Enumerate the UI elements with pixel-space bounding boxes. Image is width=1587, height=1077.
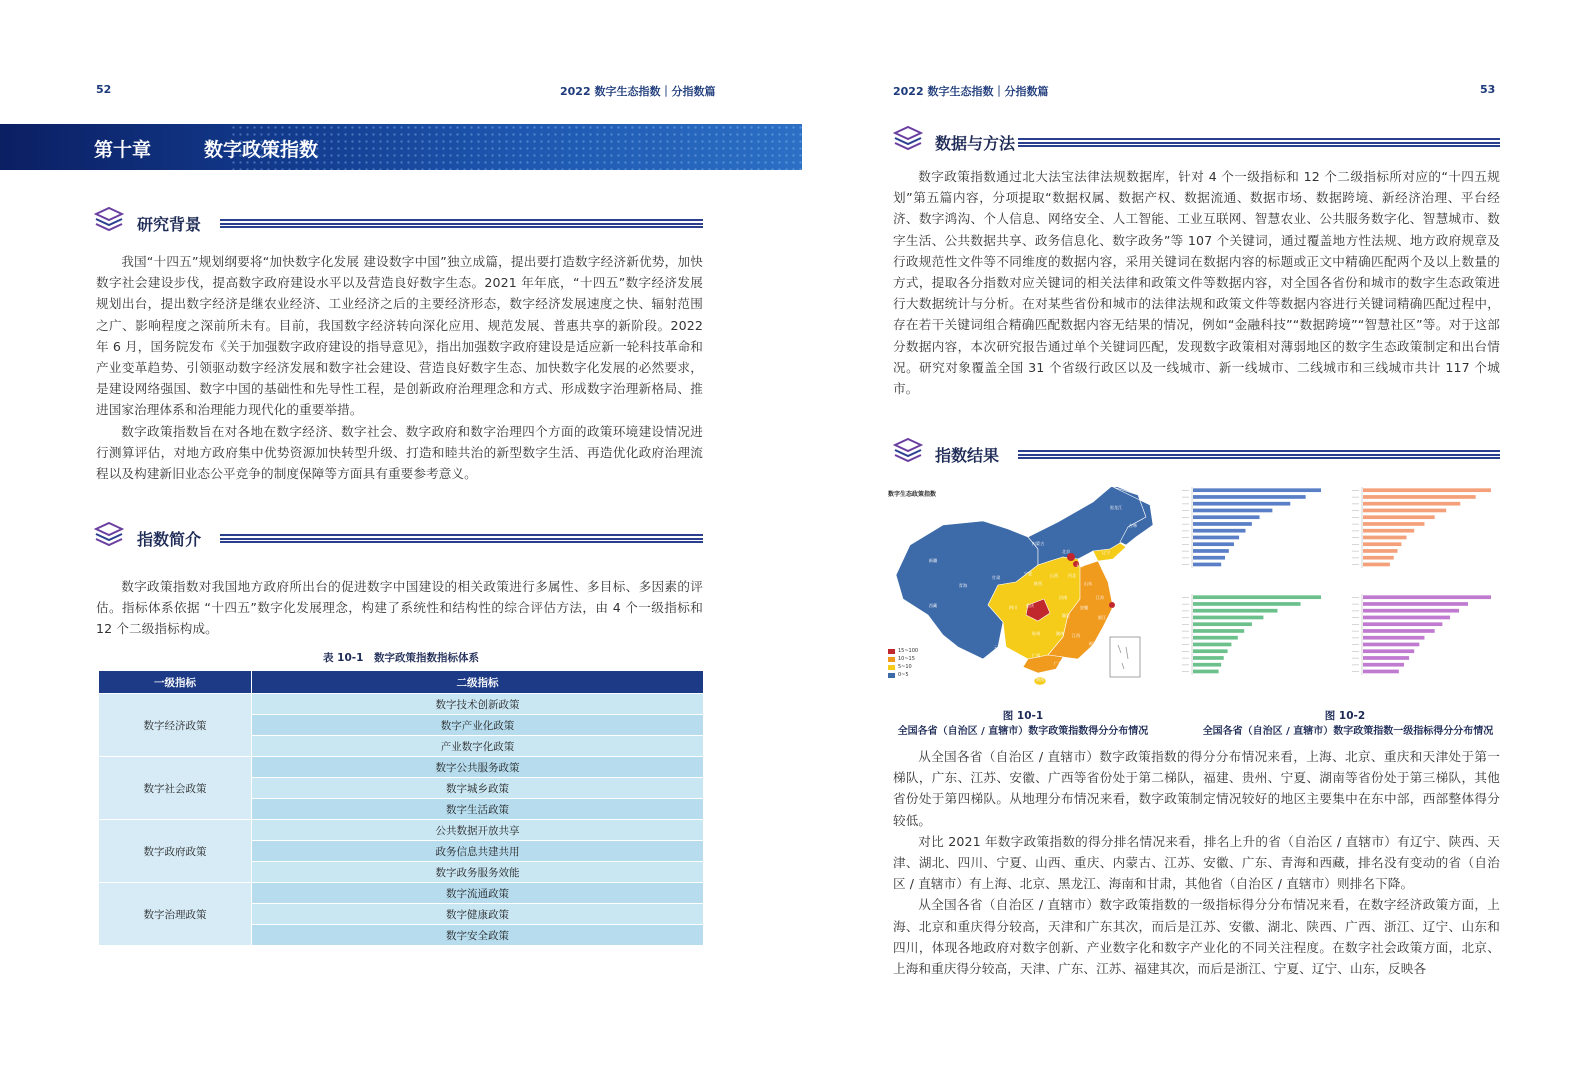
paragraph: 数字政策指数旨在对各地在数字经济、数字社会、数字政府和数字治理四个方面的政策环境建设情况进行测算评估，对地方政府集中优势资源加快转型升级、打造和睦共治的新型数字生活、再造优化政府治理流程以及构建新旧业态公平竞争的制度保障等方面具有重要参考意义。 [96, 423, 703, 482]
bar [1193, 488, 1321, 492]
section-divider [1018, 450, 1500, 459]
section4-body [893, 746, 1500, 1076]
province-label: 陕西 [1033, 581, 1043, 586]
level2-cell: 产业数字化政策 [252, 736, 704, 757]
level1-cell: 数字社会政策 [99, 757, 252, 820]
bar [1363, 536, 1407, 540]
province-label: 江西 [1071, 633, 1081, 638]
province-label: 辽宁 [1101, 550, 1111, 555]
paragraph: 从全国各省（自治区 / 直辖市）数字政策指数的得分分布情况来看，上海、北京、重庆和天津处于第一梯队，广东、江苏、安徽、广西等省份处于第二梯队，福建、贵州、宁夏、湖南等省份处于第三梯队，其他省份处于第四梯队。从地理分布情况来看，数字政策制定情况较好的地区主要集中在东中部，西部整体得分较低。 [893, 749, 1500, 828]
layers-icon [94, 521, 124, 553]
level2-cell: 数字安全政策 [252, 925, 704, 946]
figure1-caption-text: 全国各省（自治区 / 直辖市）数字政策指数得分分布情况 [897, 726, 1149, 737]
bar [1363, 649, 1414, 653]
province-label: 湖北 [1061, 613, 1071, 618]
section-title-index-intro: 指数简介 [137, 530, 202, 549]
bar [1193, 622, 1252, 626]
province-label: 贵州 [1031, 631, 1041, 636]
section-divider [1018, 138, 1500, 147]
level2-cell: 数字产业化政策 [252, 715, 704, 736]
chapter-title: 数字政策指数 [204, 139, 319, 161]
bar [1363, 529, 1414, 533]
level2-cell: 公共数据开放共享 [252, 820, 704, 841]
province-label: 海南 [1035, 677, 1045, 682]
bar [1193, 649, 1228, 653]
bar [1193, 563, 1221, 567]
legend-item [888, 647, 918, 655]
bar-charts-svg [1178, 485, 1508, 695]
layers-icon [94, 206, 124, 238]
bar [1363, 636, 1424, 640]
bar [1363, 522, 1424, 526]
legend-label: 15~100 [898, 648, 919, 654]
section-divider [220, 534, 703, 543]
bar [1193, 602, 1301, 606]
table-header: 一级指标 [99, 671, 252, 694]
chapter-label: 第十章 [94, 139, 152, 161]
legend-label: 5~10 [898, 664, 912, 670]
province-label: 西藏 [928, 603, 938, 608]
bar [1193, 609, 1277, 613]
bar [1363, 595, 1491, 599]
bar [1193, 502, 1290, 506]
bar [1363, 609, 1459, 613]
south-sea-islands [1118, 645, 1128, 669]
bar [1363, 495, 1476, 499]
china-map-figure [888, 487, 1158, 687]
bar [1363, 563, 1390, 567]
map-region-beijing [1067, 553, 1075, 561]
table-row [99, 820, 704, 841]
section-title-data-method: 数据与方法 [935, 134, 1016, 153]
legend-label: 10~15 [898, 656, 915, 662]
bar [1193, 629, 1244, 633]
province-label: 重庆 [1025, 603, 1035, 608]
map-title: 数字生态政策指数 [888, 491, 937, 498]
bar [1193, 663, 1221, 667]
province-label: 吉林 [1128, 523, 1138, 528]
bar [1363, 549, 1398, 553]
bar [1363, 643, 1419, 647]
bar [1363, 616, 1450, 620]
legend-swatch [888, 673, 895, 678]
legend-swatch [888, 657, 895, 662]
bar [1193, 542, 1234, 546]
section3-body [893, 166, 1500, 399]
bar [1193, 549, 1229, 553]
subindex-bar-charts [1178, 485, 1508, 695]
section-title-research-background: 研究背景 [137, 215, 202, 234]
bar [1363, 622, 1442, 626]
province-label: 湖南 [1055, 631, 1065, 636]
legend-item [888, 671, 918, 679]
bar [1193, 509, 1272, 513]
level2-cell: 数字政务服务效能 [252, 862, 704, 883]
layers-icon [893, 437, 923, 469]
level2-cell: 数字技术创新政策 [252, 694, 704, 715]
province-label: 黑龙江 [1109, 505, 1123, 510]
layers-icon [893, 125, 923, 157]
bar [1193, 670, 1219, 674]
map-legend [888, 647, 918, 679]
bar [1363, 656, 1409, 660]
figure2-caption-text: 全国各省（自治区 / 直辖市）数字政策指数一级指标得分分布情况 [1202, 726, 1494, 737]
level1-cell: 数字治理政策 [99, 883, 252, 946]
south-sea-inset [1110, 637, 1140, 677]
section2-body [96, 576, 703, 640]
bar [1193, 495, 1306, 499]
province-label: 山东 [1083, 581, 1093, 586]
bar [1363, 515, 1435, 519]
legend-label: 0~5 [898, 672, 909, 678]
province-label: 天津 [1075, 563, 1085, 568]
level2-cell: 政务信息共建共用 [252, 841, 704, 862]
paragraph: 我国“十四五”规划纲要将“加快数字化发展 建设数字中国”独立成篇，提出要打造数字经济新优势，加快数字社会建设步伐，提高数字政府建设水平以及营造良好数字生态。2021 年年底，“十四五”数字经济发展规划出台，提出数字经济是继农业经济、工业经济之后的主要经济形态，数字经济发展速度之快、辐射范围之广、影响程度之深前所未有。目前，我国数字经济转向深化应用、规范发展、普惠共享的新阶段。2022 年 6 月，国务院发布《关于加强数字政府建设的指导意见》，指出加强数字政府建设是适应新一轮科技革命和产业变革趋势、引领驱动数字经济发展和数字社会建设、营造良好数字生态、加快数字化发展的必然要求，是建设网络强国、数字中国的基础性和先导性工程，是创新政府治理理念和方式、形成数字治理新格局、推进国家治理体系和治理能力现代化的重要举措。 [96, 254, 703, 418]
province-label: 河北 [1067, 573, 1077, 578]
indicator-table [98, 670, 704, 946]
figure2-caption-number: 图 10-2 [1324, 710, 1366, 722]
bar [1193, 556, 1225, 560]
section1-body [96, 251, 703, 484]
bar [1363, 663, 1404, 667]
section-title-index-results: 指数结果 [935, 446, 1000, 465]
level2-cell: 数字流通政策 [252, 883, 704, 904]
bar [1363, 509, 1446, 513]
table-row [99, 694, 704, 715]
bar [1363, 542, 1401, 546]
paragraph: 对比 2021 年数字政策指数的得分排名情况来看，排名上升的省（自治区 / 直辖市）有辽宁、陕西、天津、湖北、四川、宁夏、山西、重庆、内蒙古、江苏、安徽、广东、青海和西藏，排名没有变动的省（自治区 / 直辖市）有上海、北京、黑龙江、海南和甘肃，其他省（自治区 / 直辖市）则排名下降。 [893, 833, 1500, 892]
figure1-caption-number: 图 10-1 [1002, 710, 1044, 722]
level2-cell: 数字生活政策 [252, 799, 704, 820]
table-header: 二级指标 [252, 671, 704, 694]
bar [1363, 556, 1394, 560]
province-label: 江苏 [1095, 595, 1105, 600]
province-label: 广东 [1053, 661, 1063, 666]
right-running-header: 2022 数字生态指数｜分指数篇 [893, 85, 1049, 98]
chapter-banner [0, 124, 802, 170]
bar [1363, 629, 1435, 633]
level2-cell: 数字城乡政策 [252, 778, 704, 799]
legend-swatch [888, 649, 895, 654]
bar [1193, 616, 1263, 620]
legend-item [888, 655, 918, 663]
bar [1363, 488, 1491, 492]
province-label: 甘肃 [991, 575, 1001, 580]
table-row [99, 883, 704, 904]
province-label: 山西 [1049, 573, 1059, 578]
bar [1363, 670, 1399, 674]
bar [1193, 529, 1245, 533]
china-map [888, 487, 1158, 687]
bar [1193, 595, 1321, 599]
province-label: 河南 [1058, 595, 1068, 600]
province-label: 福建 [1088, 641, 1098, 646]
province-label: 广西 [1031, 653, 1041, 658]
table-caption: 表 10-1 数字政策指数指标体系 [323, 652, 479, 664]
bar [1363, 602, 1468, 606]
province-label: 浙江 [1097, 615, 1107, 620]
legend-swatch [888, 665, 895, 670]
province-label: 新疆 [928, 558, 938, 563]
province-label: 宁夏 [1023, 571, 1033, 576]
province-label: 云南 [993, 645, 1003, 650]
level2-cell: 数字公共服务政策 [252, 757, 704, 778]
right-page-number: 53 [1480, 83, 1496, 96]
province-label: 上海 [1109, 607, 1119, 612]
paragraph: 从全国各省（自治区 / 直辖市）数字政策指数的一级指标得分分布情况来看，在数字经济政策方面，上海、北京和重庆得分较高，天津和广东其次，而后是江苏、安徽、湖北、陕西、广西、浙江、辽宁、山东和四川，体现各地政府对数字创新、产业数字化和数字产业化的不同关注程度。在数字社会政策方面，北京、上海和重庆得分较高，天津、广东、江苏、福建其次，而后是浙江、宁夏、辽宁、山东，反映各 [893, 897, 1500, 977]
paragraph: 数字政策指数通过北大法宝法律法规数据库，针对 4 个一级指标和 12 个二级指标所对应的“十四五规划”第五篇内容，分项提取“数据权属、数据产权、数据流通、数据市场、数据跨境、新经济治理、平台经济、数字鸿沟、个人信息、网络安全、人工智能、工业互联网、智慧农业、公共服务数字化、智慧城市、数字生活、公共数据共享、政务信息化、数字政务”等 107 个关键词，通过覆盖地方性法规、地方政府规章及行政规范性文件等不同维度的数据内容，采用关键词在数据内容的标题或正文中精确匹配两个及以上数量的方式，提取各分指数对应关键词的相关法律和政策文件等数据内容，对全国各省份和城市的数字生态政策进行大数据统计与分析。在对某些省份和城市的法律法规和政策文件等数据内容进行关键词精确匹配过程中，存在若干关键词组合精确匹配数据内容无结果的情况，例如“金融科技”“数据跨境”“智慧社区”等。对于这部分数据内容，本次研究报告通过单个关键词匹配，发现数字政策相对薄弱地区的数字生态政策制定和出台情况。研究对象覆盖全国 31 个省级行政区以及一线城市、新一线城市、二线城市和三线城市共计 117 个城市。 [893, 169, 1500, 397]
bar [1193, 522, 1252, 526]
level2-cell: 数字健康政策 [252, 904, 704, 925]
legend-item [888, 663, 918, 671]
bar [1193, 656, 1224, 660]
province-label: 内蒙古 [1031, 541, 1045, 546]
province-label: 四川 [1008, 605, 1018, 610]
bar [1193, 536, 1239, 540]
province-label: 北京 [1061, 549, 1071, 554]
left-page-number: 52 [96, 83, 112, 96]
level1-cell: 数字政府政策 [99, 820, 252, 883]
paragraph: 数字政策指数对我国地方政府所出台的促进数字中国建设的相关政策进行多属性、多目标、多因素的评估。指标体系依据 “十四五”数字化发展理念，构建了系统性和结构性的综合评估方法，由 4 个一级指标和 12 个二级指标构成。 [96, 579, 703, 637]
level1-cell: 数字经济政策 [99, 694, 252, 757]
bar [1193, 636, 1238, 640]
bar [1193, 643, 1231, 647]
province-label: 安徽 [1079, 605, 1089, 610]
province-label: 青海 [958, 583, 968, 588]
bar [1363, 502, 1460, 506]
left-running-header: 2022 数字生态指数｜分指数篇 [560, 85, 716, 98]
section-divider [220, 219, 703, 228]
bar [1193, 515, 1260, 519]
table-row [99, 757, 704, 778]
